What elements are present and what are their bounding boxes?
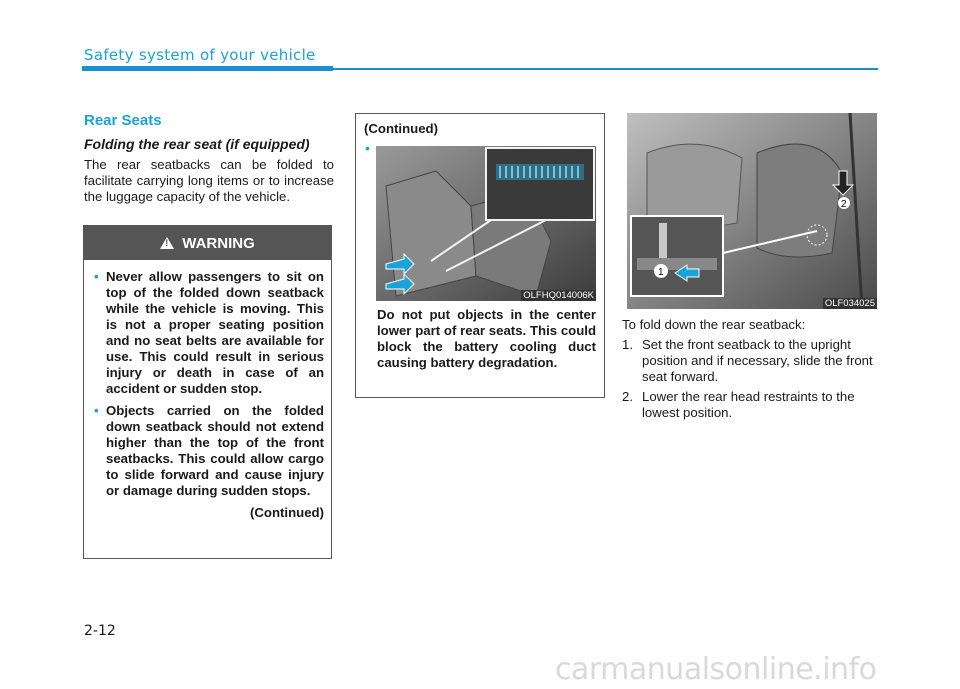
warning-triangle-icon	[160, 237, 174, 249]
rear-seat-duct-illustration	[376, 146, 596, 301]
header-accent-bar	[82, 66, 333, 71]
svg-text:1: 1	[658, 267, 664, 278]
subheading: Folding the rear seat (if equipped)	[84, 136, 310, 152]
bullet-icon: •	[94, 269, 99, 284]
instruction-intro: To fold down the rear seatback:	[622, 317, 806, 332]
warning-item-text: Objects carried on the folded down seatback should not extend higher than the top of the front seatbacks. This could allow cargo to slide forward and cause injury or damage during sudden stops.	[106, 403, 324, 498]
warning-header	[84, 226, 331, 260]
continued-warning-box	[355, 113, 605, 398]
step-number: 1.	[622, 337, 633, 352]
page-heading: Rear Seats	[84, 112, 162, 129]
continued-warning-text: Do not put objects in the center lower part of rear seats. This could block the battery cooling duct causing battery degradation.	[377, 307, 596, 370]
instructions	[622, 317, 878, 421]
page-number: 2-12	[84, 623, 116, 639]
warning-item	[94, 403, 324, 499]
step-number: 2.	[622, 389, 633, 404]
intro-paragraph: The rear seatbacks can be folded to facilitate carrying long items or to increase the luggage capacity of the vehicle.	[84, 157, 334, 204]
rear-seat-duct-image	[376, 146, 596, 301]
bullet-icon: •	[365, 140, 370, 156]
bullet-icon: •	[94, 403, 99, 418]
step-text: Lower the rear head restraints to the lowest position.	[642, 389, 855, 420]
step-item	[622, 337, 878, 385]
continued-label: (Continued)	[250, 505, 324, 520]
headrest-illustration	[627, 113, 877, 309]
warning-item	[94, 269, 324, 397]
header-rule	[333, 68, 878, 70]
svg-text:2: 2	[841, 199, 847, 210]
watermark: carmanualsonline.info	[555, 652, 877, 687]
headrest-image	[627, 113, 877, 309]
warning-list	[94, 269, 324, 521]
continued-box-label: (Continued)	[364, 121, 438, 136]
warning-item-text: Never allow passengers to sit on top of the folded down seatback while the vehicle is moving. This is not a proper seating position and no seat belts are available for use. This could result in serious injury or death in case of an accident or sudden stop.	[106, 269, 324, 396]
step-text: Set the front seatback to the upright position and if necessary, slide the front seat forward.	[642, 337, 873, 384]
step-item	[622, 389, 878, 421]
section-header-title: Safety system of your vehicle	[84, 46, 316, 64]
image-code: OLF034025	[824, 298, 875, 309]
warning-box	[83, 225, 332, 559]
warning-label: WARNING	[182, 234, 255, 252]
image-code: OLFHQ014006K	[523, 290, 594, 301]
